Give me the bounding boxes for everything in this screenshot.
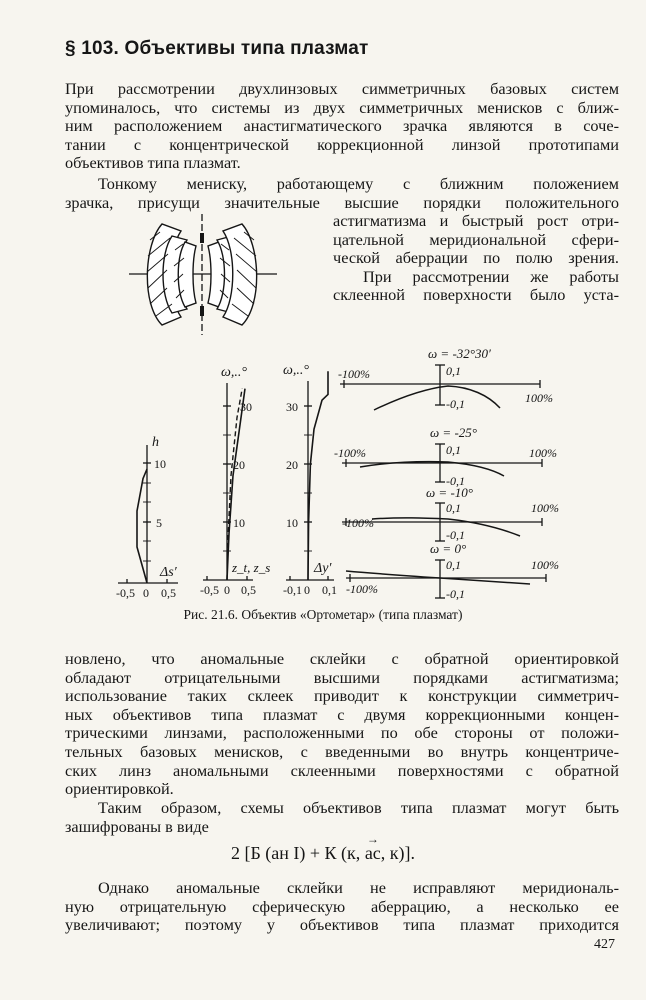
tick-label: 10	[233, 516, 245, 530]
tick-label: 30	[286, 400, 298, 414]
text-line: Таким образом, схемы объективов типа плазмат могут быть	[98, 798, 619, 817]
formula-part: , к)].	[380, 843, 416, 863]
text-line: объективов типа плазмат.	[65, 153, 241, 173]
fan-bottom-label: -0,1	[446, 587, 465, 601]
ray-fan-4	[346, 541, 559, 601]
tick-label: 20	[286, 458, 298, 472]
fan-bottom-label: -0,1	[446, 528, 465, 542]
ds-curve	[137, 469, 147, 583]
fan-bottom-label: -0,1	[446, 397, 465, 411]
fan-angle-label: ω = -32°30′	[428, 346, 491, 361]
tick-label: 0,5	[161, 586, 176, 600]
tick-label: 0,1	[322, 583, 337, 597]
tick-label: 0,5	[241, 583, 256, 597]
section-heading: § 103. Объективы типа плазмат	[65, 38, 369, 59]
text-line: использование таких склеек приводит к конструкции симметрич-	[65, 686, 619, 706]
text-line: ных объективов типа плазмат с двумя коррекционными концен-	[65, 704, 619, 724]
ray-fan-3	[342, 485, 559, 542]
text-line: ним расположением анастигматического зрачка являются в соче-	[65, 116, 619, 136]
tick-label: 10	[286, 516, 298, 530]
omega-axis-label: ω,..°	[221, 365, 247, 380]
fan-right-label: 100%	[525, 391, 553, 405]
paragraph-anomalous	[65, 650, 619, 799]
fan-top-label: 0,1	[446, 558, 461, 572]
formula-vector	[364, 832, 381, 864]
text-line: ориентировкой.	[65, 779, 174, 799]
fan-angle-label: ω = 0°	[430, 541, 467, 556]
page-number: 427	[594, 937, 615, 952]
fan-top-label: 0,1	[446, 364, 461, 378]
text-line: астигматизма и быстрый рост отри-	[333, 211, 619, 230]
fan-left-label: -100%	[346, 582, 378, 596]
fan-left-label: -100%	[342, 516, 374, 530]
paragraph-conclusion	[65, 879, 619, 935]
fan-curve	[374, 386, 500, 410]
tick-label: -0,5	[200, 583, 219, 597]
formula-vector-text: ac	[364, 843, 381, 863]
text-line: тельных базовых менисков, с введенными во внутрь концентриче-	[65, 741, 619, 761]
figure-caption: Рис. 21.6. Объектив «Ортометар» (типа плазмат)	[183, 607, 463, 622]
tick-label: 0	[143, 586, 149, 600]
ray-fan-1	[338, 346, 553, 411]
text-line: ную отрицательную сферическую аберрацию, а несколько ее	[65, 896, 619, 916]
text-line: обладают отрицательными высшими порядками астигматизма;	[65, 667, 619, 687]
fan-right-label: 100%	[529, 446, 557, 460]
text-line: увеличивают; поэтому у объективов типа плазмат приходится	[65, 915, 619, 935]
vector-arrow-icon: →	[366, 832, 379, 846]
ds-label: Δs′	[160, 565, 177, 580]
text-line: ских линз аномальными склеенными поверхностями с обратной	[65, 760, 619, 780]
tick-label: 10	[154, 457, 166, 471]
text-line: При рассмотрении двухлинзовых симметричных базовых систем	[65, 79, 619, 98]
text-line: Тонкому мениску, работающему с ближним положением	[98, 174, 619, 193]
fan-top-label: 0,1	[446, 501, 461, 515]
tick-label: 0	[304, 583, 310, 597]
fan-curve	[360, 462, 504, 476]
text-line: тании с концентрической коррекционной линзой прототипами	[65, 134, 619, 154]
tick-label: 30	[240, 400, 252, 414]
tick-label: 0	[224, 583, 230, 597]
text-line: склеенной поверхности было уста-	[333, 285, 619, 305]
text-line: ческой аберрации по полю зрения.	[333, 248, 619, 268]
text-line: цательной меридиональной сфери-	[333, 229, 619, 249]
ray-fan-2	[334, 425, 557, 488]
fan-bottom-label: -0,1	[446, 474, 465, 488]
fan-right-label: 100%	[531, 501, 559, 515]
fan-right-label: 100%	[531, 558, 559, 572]
tick-label: -0,1	[283, 583, 302, 597]
fan-top-label: 0,1	[446, 443, 461, 457]
text-line: новлено, что аномальные склейки с обратной ориентировкой	[65, 649, 619, 668]
zt-zs-label: z_t, z_s	[232, 560, 271, 575]
tick-label: 20	[233, 458, 245, 472]
text-line: зрачка, присущи значительные высшие порядки положительного	[65, 192, 619, 212]
text-line: зашифрованы в виде	[65, 816, 209, 836]
fan-left-label: -100%	[338, 367, 370, 381]
text-line: упоминалось, что системы из двух симметричных менисков с ближ-	[65, 97, 619, 117]
paragraph-scheme	[65, 799, 619, 836]
fan-angle-label: ω = -10°	[426, 485, 473, 500]
dy-curve	[308, 371, 328, 580]
scheme-formula	[0, 832, 646, 864]
fan-left-label: -100%	[334, 446, 366, 460]
text-line: При рассмотрении же работы	[363, 266, 619, 286]
tick-label: 5	[156, 516, 162, 530]
formula-part: 2 [Б (ан I) + К (к,	[230, 843, 365, 863]
h-axis-label: h	[152, 435, 159, 450]
text-line: Однако аномальные склейки не исправляют меридиональ-	[98, 878, 619, 897]
text-line: трическими линзами, расположенными по обе стороны от положи-	[65, 723, 619, 743]
dy-label: Δy′	[314, 561, 332, 576]
tick-label: -0,5	[116, 586, 135, 600]
fan-angle-label: ω = -25°	[430, 425, 477, 440]
omega-axis-label: ω,..°	[283, 363, 309, 378]
